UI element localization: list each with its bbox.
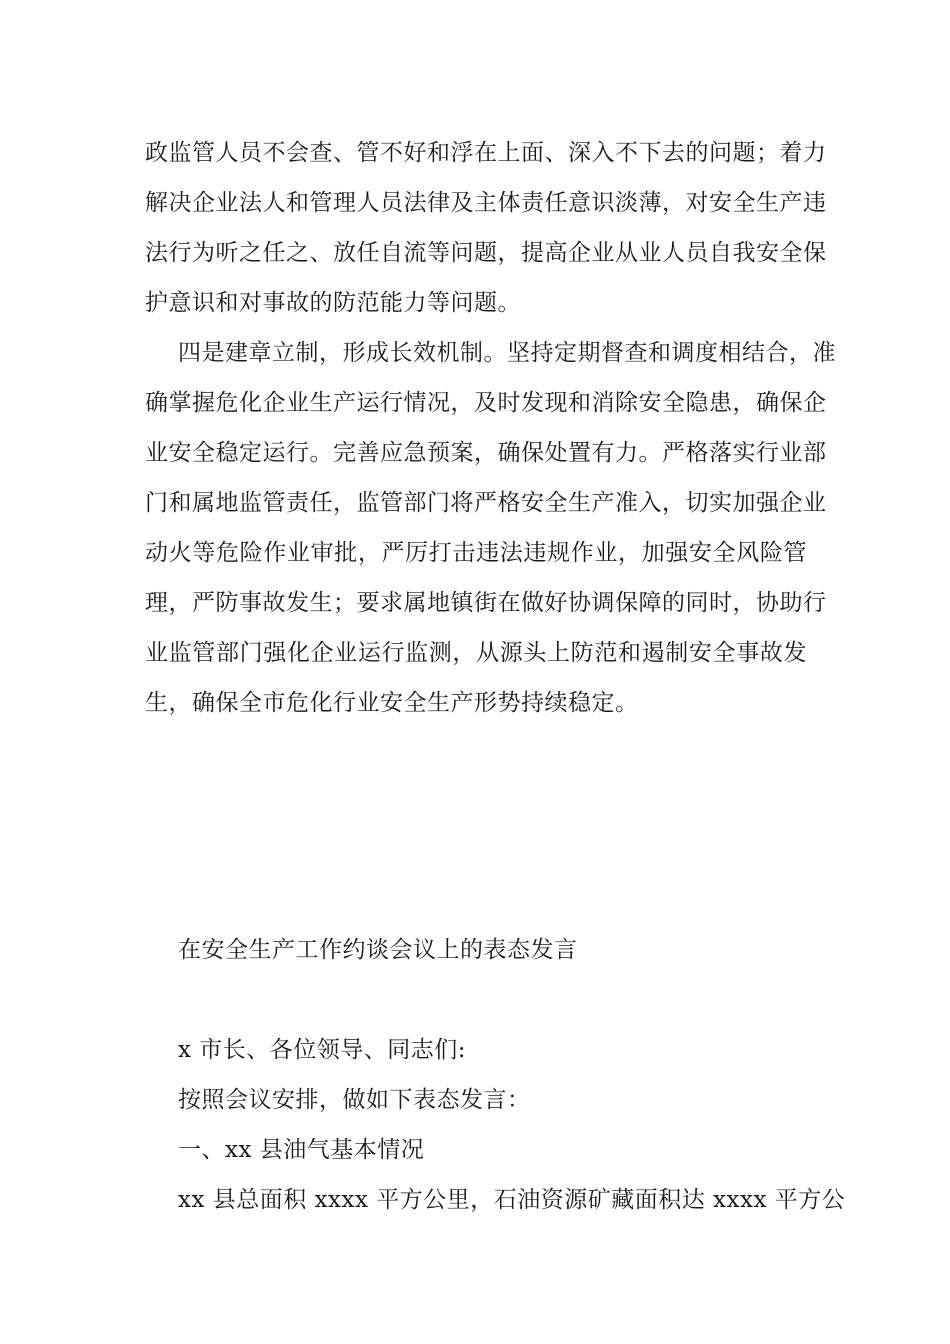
section-1-heading: 一、xx 县油气基本情况: [178, 1137, 425, 1163]
paragraph-2-line-4: 门和属地监管责任，监管部门将严格安全生产准入，切实加强企业: [145, 490, 827, 516]
paragraph-1-line-3: 法行为听之任之、放任自流等问题，提高企业从业人员自我安全保: [145, 240, 827, 266]
section-1-line-1: xx 县总面积 xxxx 平方公里，石油资源矿藏面积达 xxxx 平方公: [178, 1187, 846, 1213]
paragraph-2-line-8: 生，确保全市危化行业安全生产形势持续稳定。: [145, 690, 639, 716]
paragraph-2-line-2: 确掌握危化企业生产运行情况，及时发现和消除安全隐患，确保企: [145, 390, 827, 416]
paragraph-2-line-5: 动火等危险作业审批，严厉打击违法违规作业，加强安全风险管: [145, 540, 807, 566]
intro-text: 按照会议安排，做如下表态发言：: [178, 1087, 531, 1113]
paragraph-2-line-1: 四是建章立制，形成长效机制。坚持定期督查和调度相结合，准: [178, 340, 836, 366]
speech-title: 在安全生产工作约谈会议上的表态发言: [178, 937, 578, 963]
paragraph-1-line-2: 解决企业法人和管理人员法律及主体责任意识淡薄，对安全生产违: [145, 190, 827, 216]
paragraph-2-line-6: 理，严防事故发生；要求属地镇街在做好协调保障的同时，协助行: [145, 590, 827, 616]
paragraph-1-line-4: 护意识和对事故的防范能力等问题。: [145, 290, 521, 316]
salutation: x 市长、各位领导、同志们:: [178, 1037, 467, 1063]
paragraph-1-line-1: 政监管人员不会查、管不好和浮在上面、深入不下去的问题；着力: [145, 140, 827, 166]
paragraph-2-line-3: 业安全稳定运行。完善应急预案，确保处置有力。严格落实行业部: [145, 440, 827, 466]
paragraph-2-line-7: 业监管部门强化企业运行监测，从源头上防范和遏制安全事故发: [145, 640, 807, 666]
